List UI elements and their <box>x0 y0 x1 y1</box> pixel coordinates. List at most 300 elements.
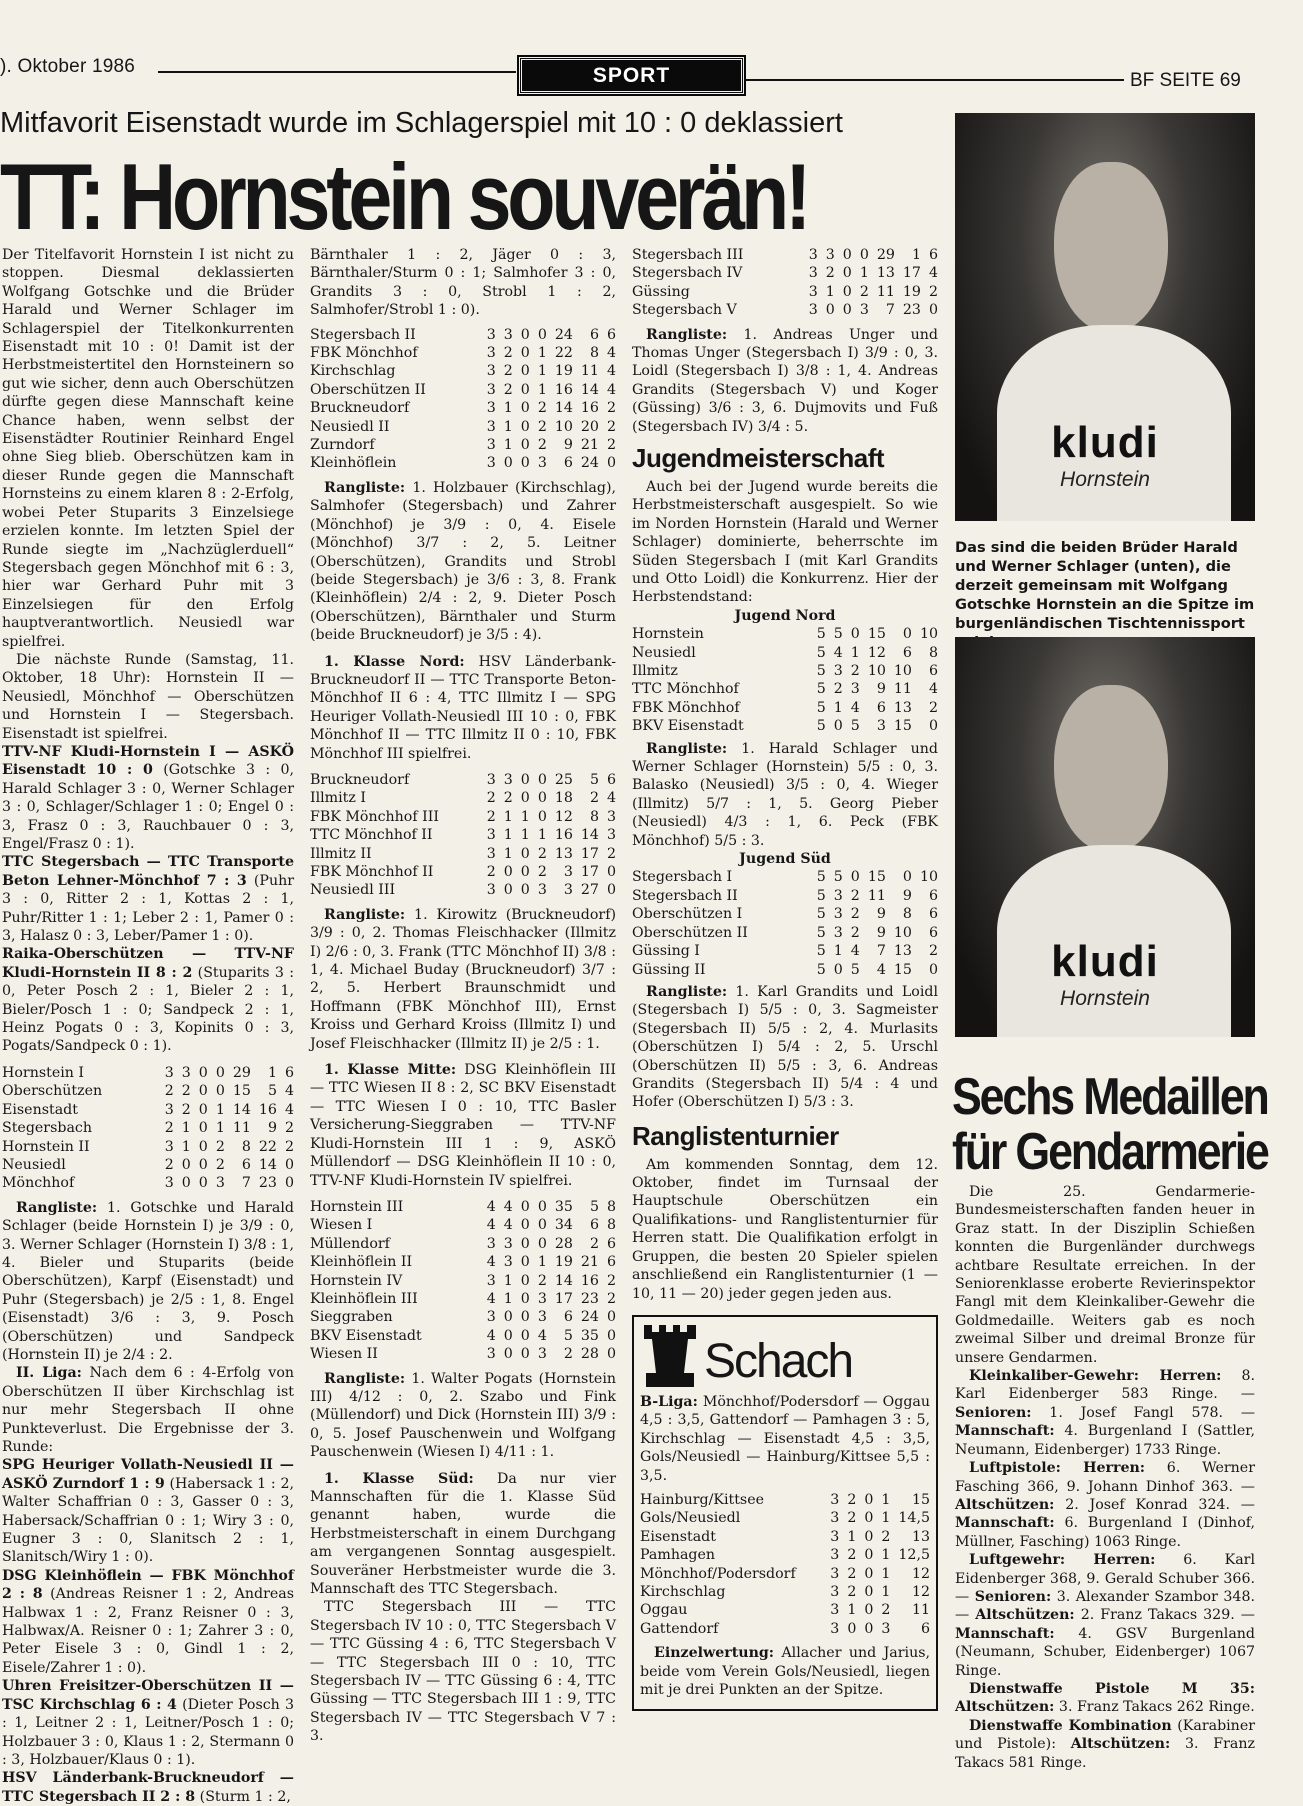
stat-cell: 0 <box>928 718 938 735</box>
team-name: Oberschützen II <box>310 381 426 398</box>
stat-cell: 3 <box>830 1620 840 1637</box>
stat-cell: 4 <box>486 1327 496 1344</box>
stat-cell: 2 <box>537 1272 547 1289</box>
team-name: Oberschützen I <box>632 906 743 923</box>
table-row <box>632 625 938 643</box>
stat-cell: 4 <box>486 1217 496 1234</box>
stat-cell: 2 <box>284 1120 294 1137</box>
stat-cell: 3 <box>486 363 496 380</box>
stat-cell: 1 <box>537 1254 547 1271</box>
table-row <box>310 863 616 881</box>
header-rule-right <box>744 79 1124 81</box>
match-report: DSG Kleinhöflein — FBK Mönchhof 2 : 8 (Andreas Reisner 1 : 2, Andreas Halbwax 1 : 2, Franz Reisner 0 : 3, Halbwax/A. Reisner 0 : 1; Zahrer 3 : 0, Peter Eisele 3 : 0, Gindl 1 : 2, Eisele/Zahrer 1 : 0). <box>2 1567 295 1676</box>
table-row <box>310 436 616 454</box>
stat-cell: 3 <box>486 1309 496 1326</box>
stat-cell: 16 <box>258 1101 277 1118</box>
stat-cell: 3 <box>503 1254 513 1271</box>
schach-title: Schach <box>704 1334 853 1388</box>
stat-cell: 8 <box>606 1217 616 1234</box>
stat-cell: 5 <box>816 924 826 941</box>
stat-cell: 0 <box>606 1346 616 1363</box>
team-name: Mönchhof/Podersdorf <box>640 1565 796 1582</box>
jugend-heading: Jugendmeisterschaft <box>632 443 885 474</box>
stat-cell: 0 <box>537 1235 547 1252</box>
stat-cell: 4 <box>606 345 616 362</box>
stat-cell: 10 <box>893 663 912 680</box>
stat-cell: 23 <box>258 1175 277 1192</box>
stat-cell: 1 <box>537 381 547 398</box>
team-name: Bruckneudorf <box>310 771 410 788</box>
stat-cell: 2 <box>833 681 843 698</box>
table-row <box>632 942 938 960</box>
stat-cell: 14 <box>580 827 599 844</box>
stat-cell: 10 <box>867 663 886 680</box>
stat-cell: 0 <box>537 771 547 788</box>
stat-cell: 10 <box>919 869 938 886</box>
stat-cell: 14 <box>232 1101 251 1118</box>
match-report: Raika-Oberschützen — TTV-NF Kludi-Hornstein II 8 : 2 (Stuparits 3 : 0, Peter Posch 2 : 1, Bieler 2 : 1, Bieler/Posch 1 : 0; Sandpeck 2 : 1, Heinz Pogats 0 : 3, Kopinits 0 : 3, Pogats/Sandpeck 0 : 1). <box>2 946 294 1055</box>
ranking-paragraph: Rangliste: 1. Kirowitz (Bruckneudorf) 3/9 : 0, 2. Thomas Fleischhacker (Illmitz I) 2/6 : 0, 3. Frank (TTC Mönchhof II) 3/8 : 1, 4. Michael Buday (Bruckneudorf) 3/7 : 2, 5. Herbert Braunschmidt und Hoffmann (FBK Mönchhof III), Ernst Kroiss und Gerhard Kroiss (Illmitz I) und Josef Fleischhacker (Illmitz II) je 2/5 : 1. <box>310 906 616 1052</box>
table-row <box>2 1156 294 1174</box>
stat-cell: 0 <box>537 1217 547 1234</box>
stat-cell: 2 <box>284 1138 294 1155</box>
ranking-paragraph: Rangliste: 1. Walter Pogats (Hornstein III) 4/12 : 0, 2. Szabo und Fink (Müllendorf) und Dick (Hornstein III) 3/9 : 0, 5. Josef Pauschenwein und Wolfgang Pauschenwein (Wiesen I) 4/11 : 1. <box>310 1370 617 1461</box>
stat-cell: 0 <box>181 1175 191 1192</box>
stat-cell: 3 <box>537 882 547 899</box>
stat-cell: 0 <box>520 1327 530 1344</box>
team-name: Zurndorf <box>310 437 375 454</box>
stat-cell: 1 <box>503 418 513 435</box>
stat-cell: 12 <box>867 644 886 661</box>
stat-cell: 3 <box>830 1602 840 1619</box>
stat-cell: 9 <box>876 906 886 923</box>
stat-cell: 3 <box>833 663 843 680</box>
stat-cell: 6 <box>284 1064 294 1081</box>
stat-cell: 4 <box>606 363 616 380</box>
table-row <box>310 1308 616 1326</box>
stat-cell: 6 <box>928 906 938 923</box>
stat-cell: 0 <box>520 1309 530 1326</box>
table-row <box>640 1528 930 1546</box>
stat-cell: 0 <box>864 1583 874 1600</box>
table-row <box>632 264 938 282</box>
stat-cell: 0 <box>520 345 530 362</box>
stat-cell: 2 <box>486 790 496 807</box>
team-name: Gols/Neusiedl <box>640 1510 741 1527</box>
stat-cell: 3 <box>503 326 513 343</box>
stat-cell: 0 <box>606 1327 616 1344</box>
stat-cell: 0 <box>520 790 530 807</box>
team-name: Hornstein II <box>2 1138 90 1155</box>
stat-cell: 0 <box>198 1138 208 1155</box>
team-name: TTC Mönchhof II <box>310 827 433 844</box>
stat-cell: 1 <box>520 808 530 825</box>
stat-cell: 2 <box>850 663 860 680</box>
table-row <box>310 362 616 380</box>
luftpistole-results: Luftpistole: Herren: 6. Werner Fasching 366, 9. Johann Dinhof 363. — Altschützen: 2. Josef Konrad 324. — Mannschaft: 6. Burgenland I (Dinhof, Müllner, Fasching) 1063 Ringe. <box>955 1460 1255 1550</box>
stat-cell: 2 <box>825 265 835 282</box>
stat-cell: 35 <box>580 1327 599 1344</box>
stat-cell: 2 <box>589 1235 599 1252</box>
stat-cell: 0 <box>842 283 852 300</box>
jugend-sued-title: Jugend Süd <box>739 851 831 868</box>
stat-cell: 15 <box>232 1083 251 1100</box>
stat-cell: 24 <box>580 1309 599 1326</box>
stat-cell: 5 <box>833 869 843 886</box>
stat-cell: 13 <box>893 943 912 960</box>
match-report: HSV Länderbank-Bruckneudorf — TTC Stegersbach II 2 : 8 (Sturm 1 : 2, <box>2 1770 294 1805</box>
stat-cell: 1 <box>537 827 547 844</box>
stat-cell: 5 <box>816 906 826 923</box>
stat-cell: 4 <box>503 1198 513 1215</box>
stat-cell: 16 <box>554 827 573 844</box>
stat-cell: 9 <box>876 924 886 941</box>
table-row <box>632 662 938 680</box>
team-name: Oberschützen II <box>632 924 748 941</box>
stat-cell: 0 <box>520 326 530 343</box>
stat-cell: 2 <box>859 283 869 300</box>
match-report: TTV-NF Kludi-Hornstein I — ASKÖ Eisenstadt 10 : 0 (Gotschke 3 : 0, Harald Schlager 3 : 0, Werner Schlager 3 : 0, Schlager/Schlager 1 : 0; Engel 0 : 3, Frasz 0 : 3, Rauchbauer 0 : 3, Engel/Frasz 0 : 1). <box>2 743 294 852</box>
chess-rook-icon <box>640 1323 700 1389</box>
luftgewehr-results: Luftgewehr: Herren: 6. Karl Eidenberger 368, 9. Gerald Schuber 366. — Senioren: 3. Alexander Szambor 348. — Altschützen: 2. Franz Takacs 329. — Mannschaft: 4. GSV Burgenland (Neumann, Schuber, Eidenberger) 1067 Ringe. <box>955 1552 1255 1679</box>
stat-cell: 13 <box>554 845 573 862</box>
stat-cell: 1 <box>537 363 547 380</box>
stat-cell: 3 <box>833 906 843 923</box>
stat-cell: 0 <box>520 1346 530 1363</box>
standings-table-5 <box>632 246 938 320</box>
stat-cell: 4 <box>606 381 616 398</box>
klasse-sued-results: TTC Stegersbach III — TTC Stegersbach IV 10 : 0, TTC Stegersbach V — TTC Güssing 4 : 6, TTC Stegersbach V — TTC Stegersbach III 0 : 10, TTC Stegersbach IV — TTC Güssing 6 : 4, TTC Güssing — TTC Stegersbach III 1 : 9, TTC Stegersbach IV — TTC Stegersbach V 7 : 3. <box>310 1599 616 1745</box>
standings-table-1 <box>2 1064 294 1193</box>
team-name: Neusiedl II <box>310 418 390 435</box>
ranking-paragraph: Rangliste: 1. Karl Grandits und Loidl (Stegersbach I) 5/5 : 0, 3. Sagmeister (Stegersbach II) 5/5 : 2, 4. Murlasits (Oberschützen I) 5/4 : 2, 5. Urschl (Oberschützen II) 5/5 : 3, 6. Andreas Grandits (Stegersbach II) 5/4 : 4 und Hofer (Oberschützen I) 5/3 : 3. <box>632 983 938 1111</box>
stat-cell: 5 <box>850 961 860 978</box>
stat-cell: 2 <box>537 418 547 435</box>
stat-cell: 0 <box>537 326 547 343</box>
stat-cell: 0 <box>503 1346 513 1363</box>
stat-cell: 3 <box>164 1101 174 1118</box>
table-row <box>310 399 616 417</box>
stat-cell: 3 <box>164 1175 174 1192</box>
team-name: Illmitz II <box>310 845 372 862</box>
sechs-medaillen-heading <box>952 1070 1268 1179</box>
stat-cell: 0 <box>864 1547 874 1564</box>
stat-cell: 0 <box>198 1175 208 1192</box>
stat-cell: 8 <box>606 1198 616 1215</box>
stat-cell: 5 <box>589 1198 599 1215</box>
stat-cell: 1 <box>881 1583 891 1600</box>
stat-cell: 1 <box>215 1101 225 1118</box>
stat-cell: 4 <box>833 644 843 661</box>
stat-cell: 0 <box>606 1309 616 1326</box>
table-row <box>310 826 616 844</box>
schach-standings <box>640 1491 930 1638</box>
stat-cell: 0 <box>537 808 547 825</box>
stat-cell: 2 <box>215 1156 225 1173</box>
stat-cell: 0 <box>864 1528 874 1545</box>
team-name: Güssing <box>632 283 690 300</box>
table-row <box>640 1546 930 1564</box>
table-row <box>632 717 938 735</box>
stat-cell: 3 <box>859 302 869 319</box>
schach-header <box>640 1323 930 1389</box>
stat-cell: 2 <box>847 1547 857 1564</box>
team-name: Kirchschlag <box>640 1583 726 1600</box>
stat-cell: 1 <box>503 437 513 454</box>
stat-cell: 9 <box>902 887 912 904</box>
continued-paragraph: Bärnthaler 1 : 2, Jäger 0 : 3, Bärnthaler/Sturm 0 : 1; Salmhofer 3 : 0, Grandits 3 : 0, Strobl 1 : 2, Salmhofer/Strobl 1 : 0). <box>310 247 616 319</box>
table-row <box>2 1101 294 1119</box>
stat-cell: 8 <box>589 345 599 362</box>
stat-cell: 28 <box>554 1235 573 1252</box>
team-name: FBK Mönchhof <box>310 345 418 362</box>
stat-cell: 1 <box>850 644 860 661</box>
team-name: Hornstein <box>632 626 704 643</box>
table-row <box>632 283 938 301</box>
stat-cell: 0 <box>520 845 530 862</box>
stat-cell: 1 <box>503 845 513 862</box>
stat-cell: 12,5 <box>898 1547 930 1564</box>
team-name: FBK Mönchhof III <box>310 808 439 825</box>
stat-cell: 5 <box>563 1327 573 1344</box>
standings-table-6 <box>632 625 938 735</box>
stat-cell: 1 <box>881 1491 891 1508</box>
stat-cell: 3 <box>181 1064 191 1081</box>
team-name: Kleinhöflein II <box>310 1254 413 1271</box>
team-name: Hornstein III <box>310 1198 404 1215</box>
table-row <box>632 680 938 698</box>
stat-cell: 2 <box>847 1583 857 1600</box>
table-row <box>310 808 616 826</box>
team-name: BKV Eisenstadt <box>310 1327 422 1344</box>
stat-cell: 29 <box>232 1064 251 1081</box>
team-name: Stegersbach V <box>632 302 737 319</box>
stat-cell: 28 <box>580 1346 599 1363</box>
stat-cell: 0 <box>503 1309 513 1326</box>
sechs-heading-line1: Sechs Medaillen <box>952 1068 1268 1126</box>
photo-werner-schlager <box>955 637 1255 1037</box>
stat-cell: 8 <box>902 906 912 923</box>
stat-cell: 0 <box>503 864 513 880</box>
stat-cell: 2 <box>606 1290 616 1307</box>
stat-cell: 3 <box>537 1346 547 1363</box>
match-report: TTC Stegersbach — TTC Transporte Beton Lehner-Mönchhof 7 : 3 (Puhr 3 : 0, Ritter 2 : 1, Kottas 2 : 1, Puhr/Ritter 1 : 1; Leber 2 : 1, Pamer 0 : 3, Halasz 0 : 3, Leber/Pamer 1 : 0). <box>2 854 294 945</box>
stat-cell: 3 <box>486 827 496 844</box>
stat-cell: 0 <box>520 882 530 899</box>
stat-cell: 14 <box>554 400 573 417</box>
stat-cell: 22 <box>554 345 573 362</box>
stat-cell: 1 <box>881 1547 891 1564</box>
stat-cell: 0 <box>284 1175 294 1192</box>
stat-cell: 5 <box>816 699 826 716</box>
photo-harald-schlager <box>955 113 1255 521</box>
stat-cell: 3 <box>850 681 860 698</box>
stat-cell: 2 <box>847 1565 857 1582</box>
table-row <box>632 246 938 264</box>
stat-cell: 29 <box>876 247 895 263</box>
stat-cell: 9 <box>876 681 886 698</box>
stat-cell: 6 <box>606 1235 616 1252</box>
stat-cell: 0 <box>520 1198 530 1215</box>
stat-cell: 2 <box>215 1138 225 1155</box>
stat-cell: 11 <box>911 1602 930 1619</box>
stat-cell: 14 <box>554 1272 573 1289</box>
stat-cell: 13 <box>911 1528 930 1545</box>
stat-cell: 1 <box>267 1064 277 1081</box>
page-number: BF SEITE 69 <box>1130 70 1241 91</box>
stat-cell: 2 <box>486 808 496 825</box>
team-name: Oberschützen <box>2 1083 103 1100</box>
stat-cell: 6 <box>876 699 886 716</box>
stat-cell: 6 <box>928 663 938 680</box>
team-name: Mönchhof <box>2 1175 75 1192</box>
stat-cell: 3 <box>881 1620 891 1637</box>
team-name: Kleinhöflein <box>310 455 397 472</box>
stat-cell: 4 <box>850 943 860 960</box>
table-row <box>310 1290 616 1308</box>
table-row <box>310 1198 616 1216</box>
table-row <box>2 1138 294 1156</box>
stat-cell: 0 <box>842 265 852 282</box>
stat-cell: 6 <box>563 455 573 472</box>
stat-cell: 3 <box>606 808 616 825</box>
stat-cell: 1 <box>503 1272 513 1289</box>
stat-cell: 0 <box>198 1064 208 1081</box>
stat-cell: 10 <box>554 418 573 435</box>
stat-cell: 15 <box>911 1491 930 1508</box>
table-row <box>310 1235 616 1253</box>
stat-cell: 15 <box>893 961 912 978</box>
stat-cell: 0 <box>537 790 547 807</box>
team-name: Stegersbach IV <box>632 265 743 282</box>
stat-cell: 1 <box>503 400 513 417</box>
stat-cell: 2 <box>537 845 547 862</box>
column-4-text <box>955 1183 1255 1772</box>
liga-paragraph: II. Liga: Nach dem 6 : 4-Erfolg von Oberschützen II über Kirchschlag ist nur mehr Stegersbach II ohne Punkteverlust. Die Ergebnisse der 3. Runde: <box>2 1365 295 1455</box>
stat-cell: 8 <box>241 1138 251 1155</box>
stat-cell: 0 <box>850 869 860 886</box>
stat-cell: 0 <box>606 882 616 899</box>
stat-cell: 0 <box>215 1064 225 1081</box>
stat-cell: 5 <box>816 887 826 904</box>
table-row <box>2 1082 294 1100</box>
team-name: TTC Mönchhof <box>632 681 739 698</box>
stat-cell: 0 <box>606 455 616 472</box>
team-name: FBK Mönchhof <box>632 699 740 716</box>
dienstwaffe-pistole-results: Dienstwaffe Pistole M 35: Altschützen: 3. Franz Takacs 262 Ringe. <box>955 1680 1255 1716</box>
stat-cell: 0 <box>847 1620 857 1637</box>
stat-cell: 0 <box>864 1491 874 1508</box>
stat-cell: 2 <box>181 1083 191 1100</box>
stat-cell: 8 <box>928 644 938 661</box>
stat-cell: 4 <box>486 1290 496 1307</box>
stat-cell: 1 <box>833 943 843 960</box>
stat-cell: 2 <box>847 1510 857 1527</box>
stat-cell: 20 <box>580 418 599 435</box>
stat-cell: 0 <box>520 864 530 880</box>
stat-cell: 0 <box>520 437 530 454</box>
standings-table-4 <box>310 1198 616 1364</box>
stat-cell: 3 <box>830 1528 840 1545</box>
stat-cell: 16 <box>580 400 599 417</box>
team-name: FBK Mönchhof II <box>310 864 434 880</box>
stat-cell: 11 <box>580 363 599 380</box>
stat-cell: 4 <box>486 1254 496 1271</box>
stat-cell: 3 <box>486 882 496 899</box>
subheadline: Mitfavorit Eisenstadt wurde im Schlagerspiel mit 10 : 0 deklassiert <box>0 107 843 139</box>
table-row <box>310 1345 616 1363</box>
stat-cell: 35 <box>554 1198 573 1215</box>
stat-cell: 4 <box>284 1101 294 1118</box>
stat-cell: 0 <box>520 1254 530 1271</box>
stat-cell: 0 <box>520 1272 530 1289</box>
stat-cell: 1 <box>520 827 530 844</box>
stat-cell: 5 <box>816 644 826 661</box>
stat-cell: 17 <box>580 864 599 880</box>
stat-cell: 6 <box>928 924 938 941</box>
table-row <box>640 1620 930 1638</box>
table-row <box>2 1064 294 1082</box>
team-name: Eisenstadt <box>640 1528 716 1545</box>
team-name: Bruckneudorf <box>310 400 410 417</box>
stat-cell: 16 <box>580 1272 599 1289</box>
shirt-logo: kludi <box>1051 937 1159 986</box>
stat-cell: 3 <box>486 455 496 472</box>
stat-cell: 2 <box>928 943 938 960</box>
team-name: Neusiedl <box>2 1156 66 1173</box>
stat-cell: 0 <box>503 455 513 472</box>
stat-cell: 21 <box>580 1254 599 1271</box>
stat-cell: 12 <box>911 1583 930 1600</box>
stat-cell: 2 <box>881 1602 891 1619</box>
column-3 <box>632 246 938 1711</box>
jugend-paragraph: Auch bei der Jugend wurde bereits die Herbstmeisterschaft ausgespielt. So wie im Norden Hornstein (Harald und Werner Schlager) dominierte, beherrschte im Süden Stegersbach I (mit Karl Grandits und Otto Loidl) die Konkurrenz. Hier der Herbstendstand: <box>632 478 938 606</box>
next-round-paragraph: Die nächste Runde (Samstag, 11. Oktober, 18 Uhr): Hornstein II — Neusiedl, Mönchhof — Oberschützen und Hornstein I — Stegersbach. Eisenstadt ist spielfrei. <box>2 651 294 742</box>
stat-cell: 16 <box>554 381 573 398</box>
stat-cell: 3 <box>563 864 573 880</box>
stat-cell: 10 <box>893 924 912 941</box>
stat-cell: 12 <box>554 808 573 825</box>
stat-cell: 2 <box>850 887 860 904</box>
stat-cell: 0 <box>181 1156 191 1173</box>
stat-cell: 34 <box>554 1217 573 1234</box>
stat-cell: 2 <box>503 345 513 362</box>
stat-cell: 1 <box>833 699 843 716</box>
stat-cell: 6 <box>606 1254 616 1271</box>
stat-cell: 2 <box>503 790 513 807</box>
stat-cell: 4 <box>928 265 938 282</box>
stat-cell: 0 <box>537 1198 547 1215</box>
table-row <box>640 1491 930 1509</box>
match-report: Uhren Freisitzer-Oberschützen II — TSC Kirchschlag 6 : 4 (Dieter Posch 3 : 1, Leitner 2 : 1, Leitner/Posch 1 : 0; Holzbauer 3 : 0, Klaus 1 : 2, Stermann 0 : 3, Holzbauer/Klaus 0 : 1). <box>2 1678 294 1768</box>
stat-cell: 11 <box>232 1120 251 1137</box>
stat-cell: 15 <box>893 718 912 735</box>
stat-cell: 3 <box>606 827 616 844</box>
stat-cell: 0 <box>503 1327 513 1344</box>
stat-cell: 2 <box>606 400 616 417</box>
team-name: Kleinhöflein III <box>310 1290 418 1307</box>
column-1 <box>2 246 294 1806</box>
stat-cell: 6 <box>241 1156 251 1173</box>
standings-table-2 <box>310 326 616 473</box>
table-row <box>310 344 616 362</box>
stat-cell: 0 <box>902 869 912 886</box>
stat-cell: 14,5 <box>898 1510 930 1527</box>
stat-cell: 2 <box>881 1528 891 1545</box>
column-2 <box>310 246 616 1746</box>
ranking-paragraph: Rangliste: 1. Holzbauer (Kirchschlag), Salmhofer (Stegersbach) und Zahrer (Mönchhof) je 3/9 : 0, 4. Eisele (Mönchhof) 3/7 : 2, 5. Leitner (Oberschützen), Grandits und Strobl (beide Stegersbach) je 3/6 : 3, 8. Frank (Kleinhöflein) 2/4 : 2, 9. Dieter Posch (Oberschützen), Bärnthaler und Sturm (beide Bruckneudorf) je 3/5 : 4). <box>310 479 616 644</box>
stat-cell: 1 <box>881 1510 891 1527</box>
